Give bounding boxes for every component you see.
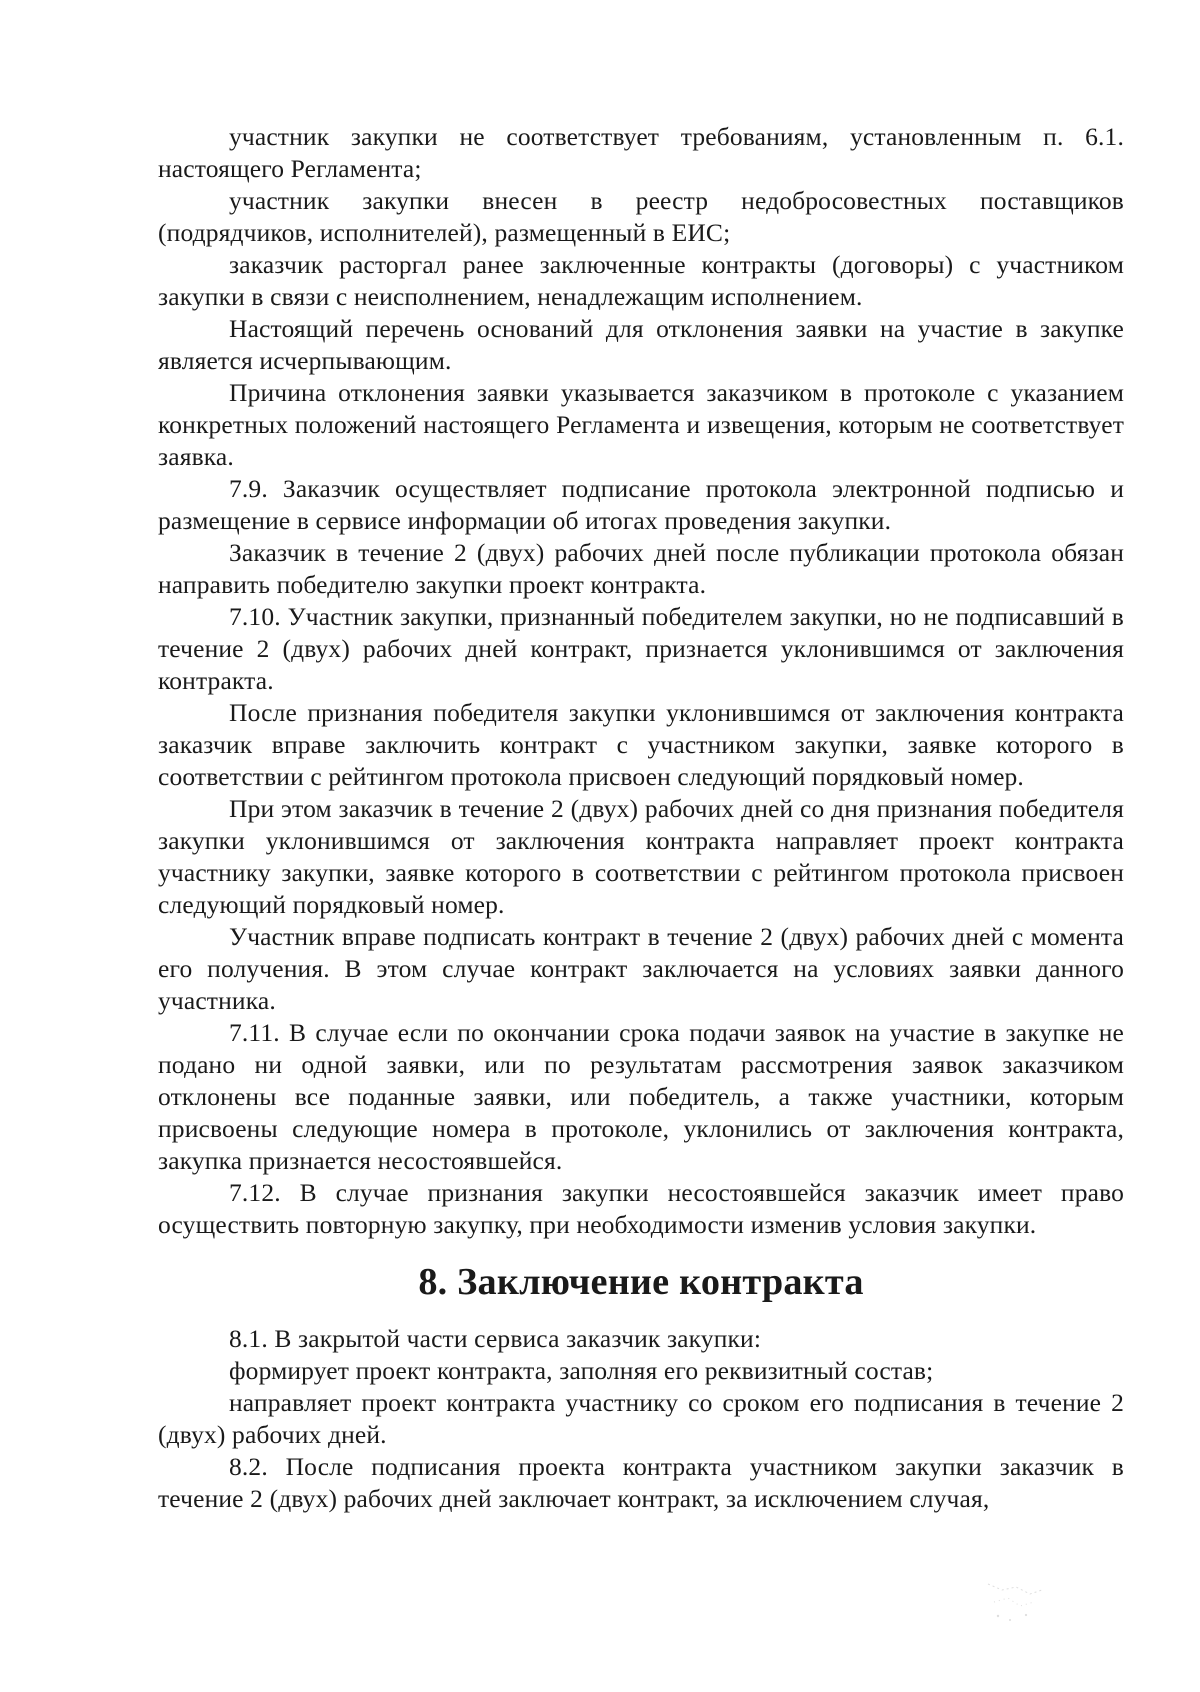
paragraph-forms-contract-draft: формирует проект контракта, заполняя его реквизитный состав; xyxy=(229,1356,934,1385)
paragraph-send-contract-draft: Заказчик в течение 2 (двух) рабочих дней после публикации протокола обязан направить победителю закупки проект контракта. xyxy=(158,538,1124,599)
paragraph-sends-contract-draft: направляет проект контракта участнику со сроком его подписания в течение 2 (двух) рабочих дней. xyxy=(158,1388,1124,1449)
paragraph-clause-7-10: 7.10. Участник закупки, признанный победителем закупки, но не подписавший в течение 2 (двух) рабочих дней контракт, признается уклонившимся от заключения контракта. xyxy=(158,602,1124,695)
paragraph-exhaustive-list: Настоящий перечень оснований для отклонения заявки на участие в закупке является исчерпывающим. xyxy=(158,314,1124,375)
paragraph-customer-terminated-contracts: заказчик расторгал ранее заключенные контракты (договоры) с участником закупки в связи с неисполнением, ненадлежащим исполнением. xyxy=(158,250,1124,311)
paragraph-clause-7-12: 7.12. В случае признания закупки несостоявшейся заказчик имеет право осуществить повторную закупку, при необходимости изменив условия закупки. xyxy=(158,1178,1124,1239)
paragraph-clause-7-9: 7.9. Заказчик осуществляет подписание протокола электронной подписью и размещение в сервисе информации об итогах проведения закупки. xyxy=(158,474,1124,535)
section-heading: 8. Заключение контракта xyxy=(418,1261,864,1303)
scan-speckle-mark xyxy=(980,1572,1050,1632)
paragraph-clause-8-2: 8.2. После подписания проекта контракта участником закупки заказчик в течение 2 (двух) рабочих дней заключает контракт, за исключением случая, xyxy=(158,1452,1124,1513)
paragraph-after-evasion: После признания победителя закупки уклонившимся от заключения контракта заказчик вправе заключить контракт с участником закупки, заявке которого в соответствии с рейтингом протокола присвоен следующий порядковый номер. xyxy=(158,698,1124,791)
paragraph-clause-7-11: 7.11. В случае если по окончании срока подачи заявок на участие в закупке не подано ни одной заявки, или по результатам рассмотрения заявок заказчиком отклонены все поданные заявки, или победитель, а также участники, которым присвоены следующие номера в протоколе, уклонились от заключения контракта, закупка признается несостоявшейся. xyxy=(158,1018,1124,1175)
document-body xyxy=(158,121,1124,1515)
paragraph-participant-may-sign: Участник вправе подписать контракт в течение 2 (двух) рабочих дней с момента его получения. В этом случае контракт заключается на условиях заявки данного участника. xyxy=(158,922,1124,1015)
paragraph-clause-8-1: 8.1. В закрытой части сервиса заказчик закупки: xyxy=(229,1324,762,1353)
paragraph-send-to-next-participant: При этом заказчик в течение 2 (двух) рабочих дней со дня признания победителя закупки уклонившимся от заключения контракта направляет проект контракта участнику закупки, заявке которого в соответствии с рейтингом протокола присвоен следующий порядковый номер. xyxy=(158,794,1124,919)
paragraph-participant-not-meeting-requirements: участник закупки не соответствует требованиям, установленным п. 6.1. настоящего Регламента; xyxy=(158,122,1124,183)
paragraph-rejection-reason: Причина отклонения заявки указывается заказчиком в протоколе с указанием конкретных положений настоящего Регламента и извещения, которым не соответствует заявка. xyxy=(158,378,1124,471)
paragraph-participant-in-registry: участник закупки внесен в реестр недобросовестных поставщиков (подрядчиков, исполнителей), размещенный в ЕИС; xyxy=(158,186,1124,247)
